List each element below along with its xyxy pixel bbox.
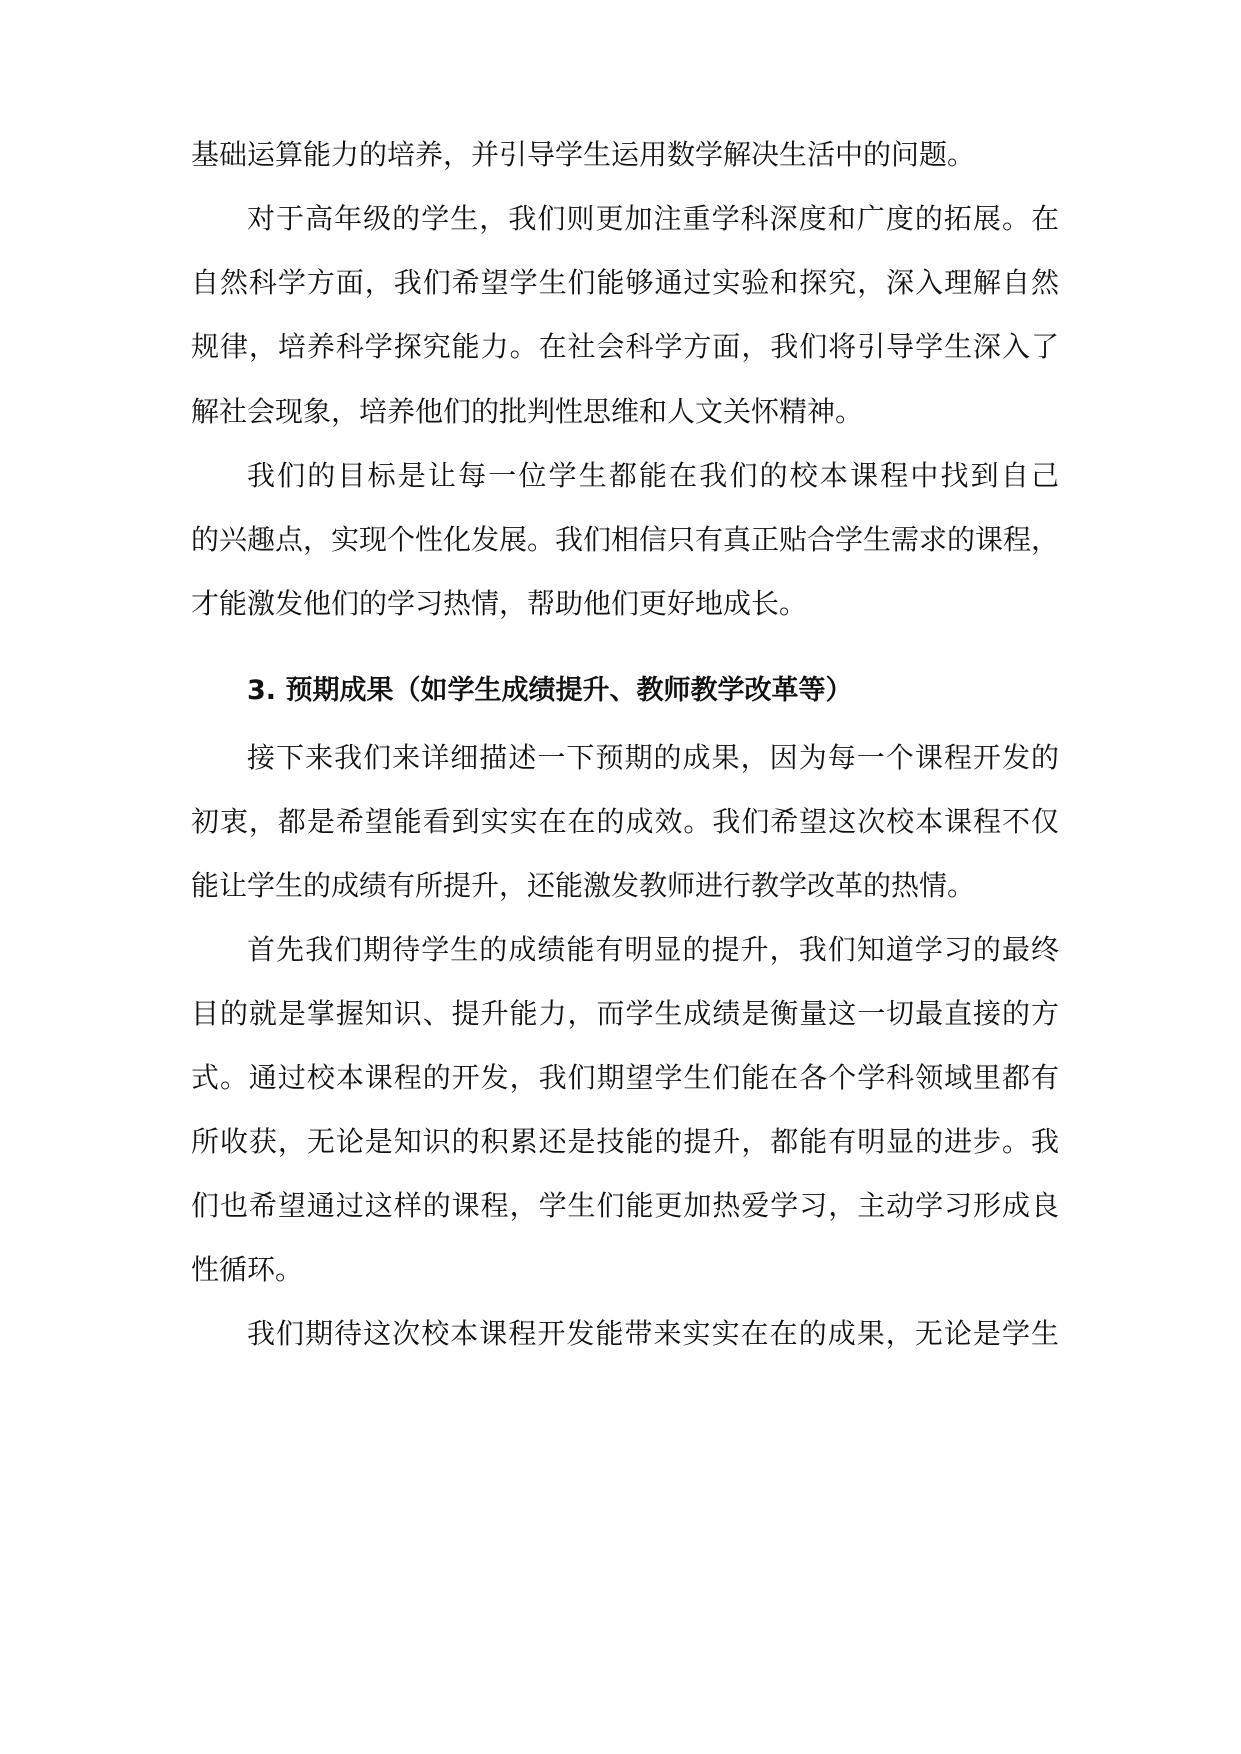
paragraph-line: 解社会现象，培养他们的批判性思维和人文关怀精神。	[191, 395, 864, 428]
paragraph-line: 才能激发他们的学习热情，帮助他们更好地成长。	[191, 587, 808, 620]
paragraph-line: 接下来我们来详细描述一下预期的成果，因为每一个课程开发的	[247, 741, 1059, 774]
paragraph-line: 我们期待这次校本课程开发能带来实实在在的成果，无论是学生	[247, 1317, 1059, 1350]
paragraph-line: 性循环。	[191, 1253, 304, 1286]
paragraph-line: 的兴趣点，实现个性化发展。我们相信只有真正贴合学生需求的课程，	[191, 523, 1060, 556]
section-heading: 3. 预期成果（如学生成绩提升、教师教学改革等）	[247, 675, 853, 706]
paragraph-line: 式。通过校本课程的开发，我们期望学生们能在各个学科领域里都有	[191, 1061, 1059, 1094]
paragraph-line: 们也希望通过这样的课程，学生们能更加热爱学习，主动学习形成良	[191, 1189, 1059, 1222]
paragraph-line: 自然科学方面，我们希望学生们能够通过实验和探究，深入理解自然	[191, 266, 1059, 299]
paragraph-line: 初衷，都是希望能看到实实在在的成效。我们希望这次校本课程不仅	[191, 805, 1059, 838]
paragraph-line: 基础运算能力的培养，并引导学生运用数学解决生活中的问题。	[191, 138, 976, 171]
paragraph-line: 规律，培养科学探究能力。在社会科学方面，我们将引导学生深入了	[191, 330, 1059, 363]
paragraph-line: 首先我们期待学生的成绩能有明显的提升，我们知道学习的最终	[247, 933, 1059, 966]
paragraph-line: 目的就是掌握知识、提升能力，而学生成绩是衡量这一切最直接的方	[191, 997, 1059, 1030]
paragraph-line: 所收获，无论是知识的积累还是技能的提升，都能有明显的进步。我	[191, 1125, 1059, 1158]
paragraph-line: 能让学生的成绩有所提升，还能激发教师进行教学改革的热情。	[191, 869, 976, 902]
paragraph-line: 对于高年级的学生，我们则更加注重学科深度和广度的拓展。在	[247, 202, 1059, 235]
paragraph-line: 我们的目标是让每一位学生都能在我们的校本课程中找到自己	[247, 459, 1059, 492]
